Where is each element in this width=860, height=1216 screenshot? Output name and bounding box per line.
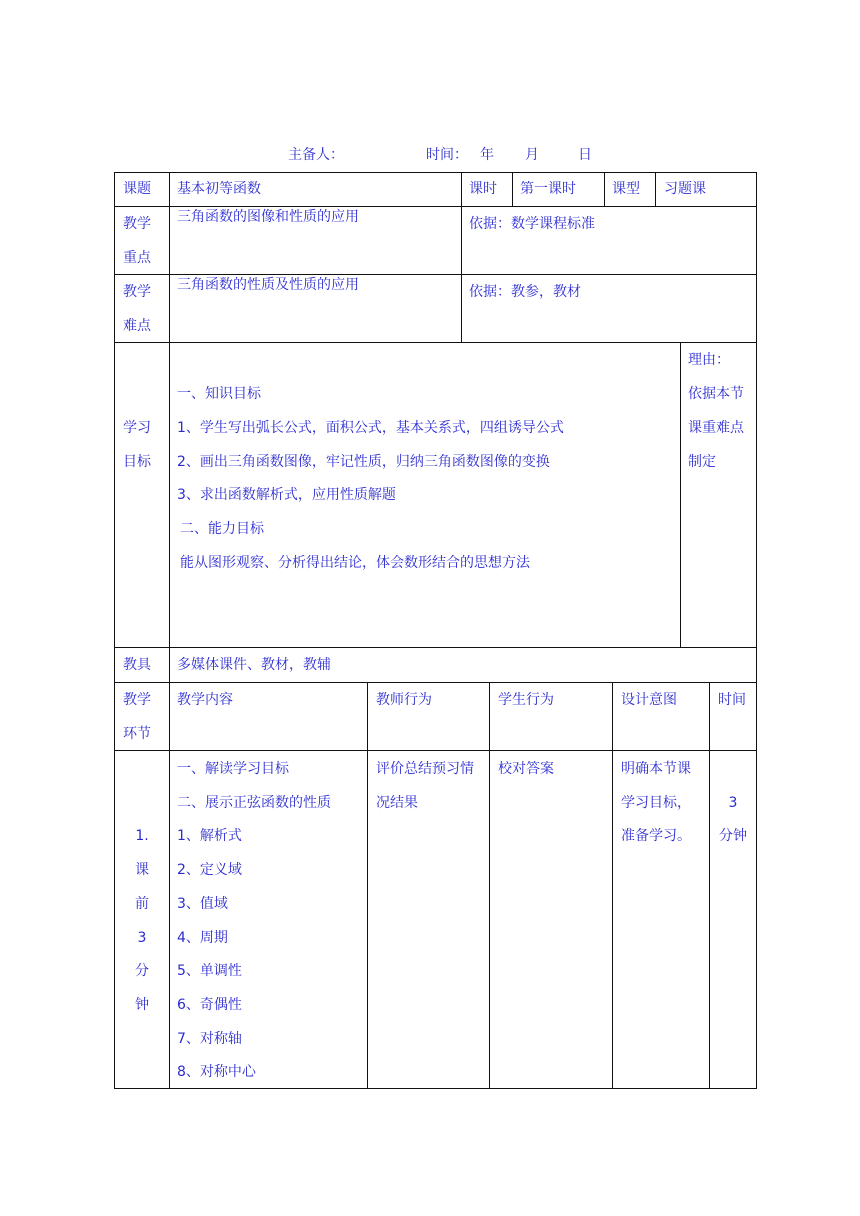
table-border: [114, 172, 757, 173]
column-divider: [655, 172, 656, 206]
row-divider: [114, 682, 757, 683]
key-points-value: 三角函数的图像和性质的应用: [177, 209, 359, 225]
column-divider: [461, 206, 462, 342]
table-border: [756, 172, 757, 1089]
teacher-action-line: 况结果: [376, 795, 418, 811]
difficulty-basis: 依据：教参，教材: [469, 284, 581, 300]
goal-line: 二、能力目标: [180, 521, 264, 537]
content-line: 6、奇偶性: [177, 997, 242, 1013]
stage-header-2: 环节: [123, 726, 151, 742]
time-header: 时间: [718, 692, 746, 708]
month-label: 月: [525, 147, 539, 163]
goal-line: 1、学生写出弧长公式，面积公式，基本关系式，四组诱导公式: [177, 420, 564, 436]
reason-line: 课重难点: [688, 420, 744, 436]
stage-label-char: 1.: [135, 828, 149, 844]
stage-header-1: 教学: [123, 692, 151, 708]
period-value: 第一课时: [520, 181, 576, 197]
reason-line: 理由：: [688, 352, 730, 368]
content-line: 二、展示正弦函数的性质: [177, 795, 331, 811]
goal-line: 能从图形观察、分析得出结论，体会数形结合的思想方法: [180, 555, 530, 571]
day-label: 日: [578, 147, 592, 163]
key-points-label-2: 重点: [123, 250, 151, 266]
topic-label: 课题: [123, 181, 151, 197]
stage-label-char: 前: [135, 896, 149, 912]
column-divider: [680, 342, 681, 647]
column-divider: [461, 172, 462, 206]
content-line: 3、值域: [177, 896, 228, 912]
goals-label-1: 学习: [123, 420, 151, 436]
year-label: 年: [480, 147, 494, 163]
content-line: 4、周期: [177, 930, 228, 946]
preparer-label: 主备人：: [288, 147, 344, 163]
table-border: [114, 172, 115, 1089]
row-divider: [114, 647, 757, 648]
column-divider: [169, 172, 170, 1089]
goal-line: 一、知识目标: [177, 386, 261, 402]
reason-line: 依据本节: [688, 386, 744, 402]
reason-line: 制定: [688, 454, 716, 470]
key-points-basis: 依据：数学课程标准: [469, 216, 595, 232]
content-line: 5、单调性: [177, 963, 242, 979]
difficulty-label-1: 教学: [123, 284, 151, 300]
row-divider: [114, 342, 757, 343]
intent-line: 学习目标，: [621, 795, 691, 811]
column-divider: [367, 682, 368, 1088]
intent-header: 设计意图: [621, 692, 677, 708]
lesson-type-label: 课型: [612, 181, 640, 197]
time-line: 分钟: [719, 828, 747, 844]
table-border: [114, 1088, 757, 1089]
goal-line: 3、求出函数解析式，应用性质解题: [177, 487, 396, 503]
column-divider: [512, 172, 513, 206]
time-line: 3: [728, 795, 738, 811]
stage-label-char: 钟: [135, 997, 149, 1013]
column-divider: [489, 682, 490, 1088]
time-label: 时间：: [426, 147, 468, 163]
topic-value: 基本初等函数: [177, 181, 261, 197]
goal-line: 2、画出三角函数图像，牢记性质，归纳三角函数图像的变换: [177, 454, 550, 470]
period-label: 课时: [469, 181, 497, 197]
row-divider: [114, 750, 757, 751]
stage-label-char: 课: [135, 862, 149, 878]
teacher-action-line: 评价总结预习情: [376, 761, 474, 777]
tools-value: 多媒体课件、教材，教辅: [177, 657, 331, 673]
column-divider: [612, 682, 613, 1088]
content-line: 一、解读学习目标: [177, 761, 289, 777]
stage-label-char: 3: [137, 930, 147, 946]
column-divider: [709, 682, 710, 1088]
column-divider: [604, 172, 605, 206]
student-action: 校对答案: [498, 761, 554, 777]
content-line: 8、对称中心: [177, 1064, 256, 1080]
intent-line: 准备学习。: [621, 828, 691, 844]
content-header: 教学内容: [177, 692, 233, 708]
lesson-type-value: 习题课: [664, 181, 706, 197]
content-line: 2、定义域: [177, 862, 242, 878]
key-points-label-1: 教学: [123, 216, 151, 232]
difficulty-label-2: 难点: [123, 318, 151, 334]
content-line: 7、对称轴: [177, 1031, 242, 1047]
student-header: 学生行为: [498, 692, 554, 708]
content-line: 1、解析式: [177, 828, 242, 844]
difficulty-value: 三角函数的性质及性质的应用: [177, 277, 359, 293]
teacher-header: 教师行为: [376, 692, 432, 708]
goals-label-2: 目标: [123, 454, 151, 470]
stage-label-char: 分: [135, 963, 149, 979]
tools-label: 教具: [123, 657, 151, 673]
intent-line: 明确本节课: [621, 761, 691, 777]
